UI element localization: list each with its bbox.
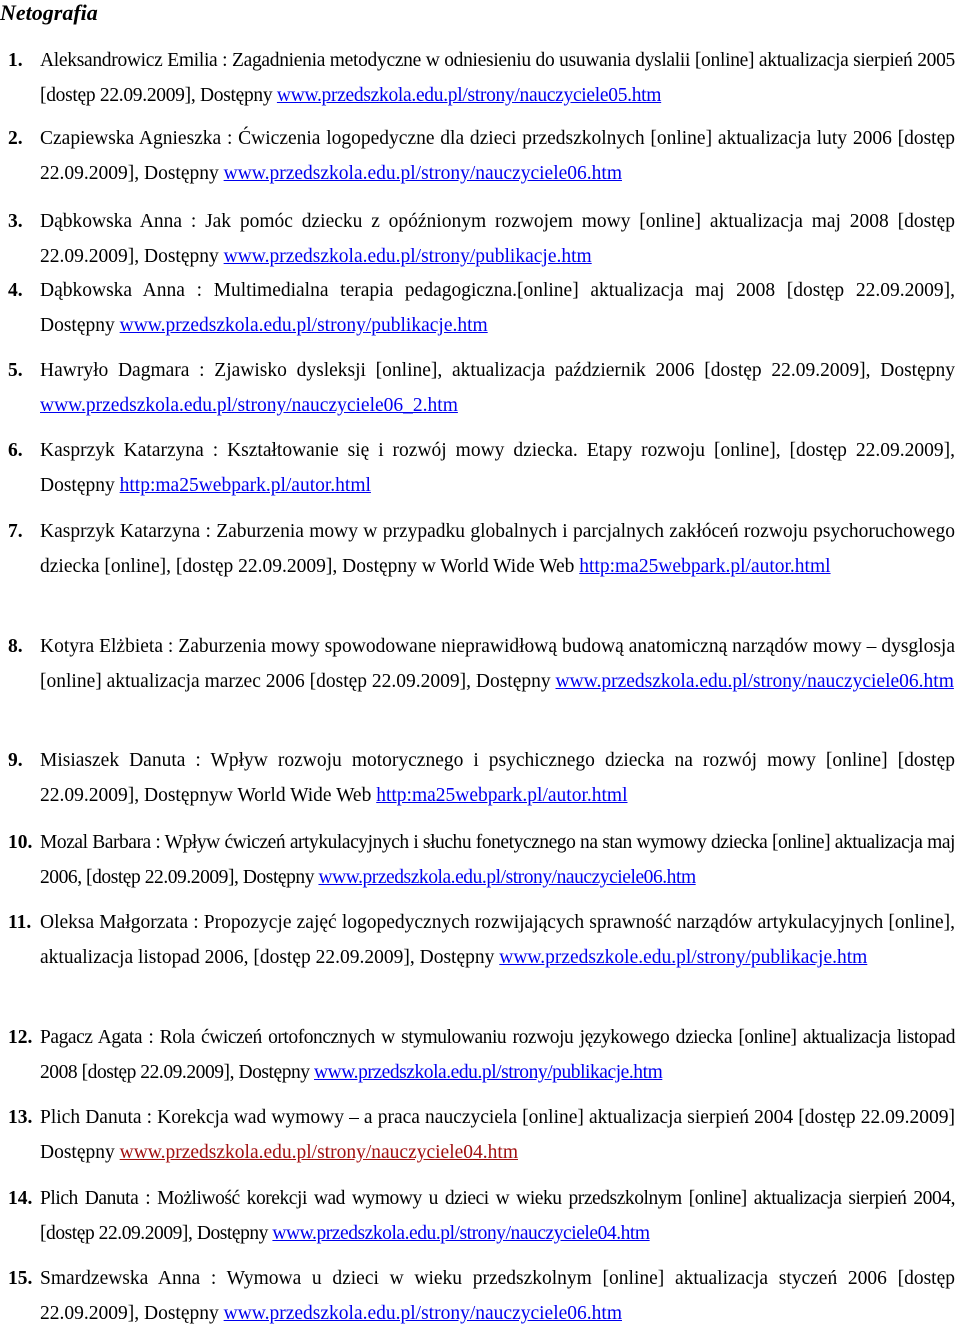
item-number: 2.	[8, 128, 23, 149]
item-text: Dąbkowska Anna : Multimedialna terapia pedagogiczna.[online] aktualizacja maj 2008 [dostęp 22.09.2009], Dostępny www.przedszkola.edu.pl/strony/publikacje.htm	[40, 280, 955, 336]
item-link[interactable]: www.przedszkola.edu.pl/strony/nauczyciele06_2.htm	[40, 395, 458, 416]
item-number: 12.	[8, 1027, 33, 1048]
item-number: 6.	[8, 440, 23, 461]
item-text: Kasprzyk Katarzyna : Zaburzenia mowy w przypadku globalnych i parcjalnych zakłóceń rozwoju psychoruchowego dziecka [online], [dostęp 22.09.2009], Dostępny w World Wide Web http:ma25webpark.pl/autor.html	[40, 521, 955, 577]
item-text: Dąbkowska Anna : Jak pomóc dziecku z opóźnionym rozwojem mowy [online] aktualizacja maj 2008 [dostęp 22.09.2009], Dostępny www.przedszkola.edu.pl/strony/publikacje.htm	[40, 211, 955, 267]
item-link[interactable]: www.przedszkola.edu.pl/strony/nauczyciele04.htm	[119, 1142, 518, 1163]
item-text: Aleksandrowicz Emilia : Zagadnienia metodyczne w odniesieniu do usuwania dyslalii [online] aktualizacja sierpień 2005 [dostęp 22.09.2009], Dostępny www.przedszkola.edu.pl/strony/nauczyciele05.htm	[40, 50, 955, 106]
item-link[interactable]: www.przedszkola.edu.pl/strony/publikacje.htm	[223, 246, 592, 267]
item-text: Kasprzyk Katarzyna : Kształtowanie się i rozwój mowy dziecka. Etapy rozwoju [online], [dostęp 22.09.2009], Dostępny http:ma25webpark.pl/autor.html	[40, 440, 955, 496]
item-text: Kotyra Elżbieta : Zaburzenia mowy spowodowane nieprawidłową budową anatomiczną narządów mowy – dysglosja [online] aktualizacja marzec 2006 [dostęp 22.09.2009], Dostępny www.przedszkola.edu.pl/strony/nauczyciele06.htm	[40, 636, 955, 692]
item-link[interactable]: www.przedszkola.edu.pl/strony/nauczyciele06.htm	[223, 1303, 622, 1324]
item-text: Mozal Barbara : Wpływ ćwiczeń artykulacyjnych i słuchu fonetycznego na stan wymowy dziecka [online] aktualizacja maj 2006, [dostęp 22.09.2009], Dostępny www.przedszkola.edu.pl/strony/nauczyciele06.htm	[40, 832, 955, 888]
item-number: 3.	[8, 211, 23, 232]
item-text: Hawryło Dagmara : Zjawisko dysleksji [online], aktualizacja październik 2006 [dostęp 22.09.2009], Dostępny www.przedszkola.edu.pl/strony/nauczyciele06_2.htm	[40, 360, 955, 416]
item-number: 13.	[8, 1107, 33, 1128]
item-text: Czapiewska Agnieszka : Ćwiczenia logopedyczne dla dzieci przedszkolnych [online] aktualizacja luty 2006 [dostęp 22.09.2009], Dostępny www.przedszkola.edu.pl/strony/nauczyciele06.htm	[40, 128, 955, 184]
item-number: 14.	[8, 1188, 33, 1209]
item-text: Plich Danuta : Możliwość korekcji wad wymowy u dzieci w wieku przedszkolnym [online] aktualizacja sierpień 2004, [dostęp 22.09.2009], Dostępny www.przedszkola.edu.pl/strony/nauczyciele04.htm	[40, 1188, 955, 1244]
item-link[interactable]: www.przedszkola.edu.pl/strony/nauczyciele06.htm	[318, 867, 696, 888]
item-link[interactable]: www.przedszkola.edu.pl/strony/nauczyciele06.htm	[223, 163, 622, 184]
item-number: 8.	[8, 636, 23, 657]
item-number: 5.	[8, 360, 23, 381]
item-number: 4.	[8, 280, 23, 301]
item-link[interactable]: http:ma25webpark.pl/autor.html	[376, 785, 628, 806]
item-link[interactable]: www.przedszkola.edu.pl/strony/nauczyciele05.htm	[276, 85, 662, 106]
item-number: 11.	[8, 912, 32, 933]
item-text: Smardzewska Anna : Wymowa u dzieci w wieku przedszkolnym [online] aktualizacja styczeń 2006 [dostęp 22.09.2009], Dostępny www.przedszkola.edu.pl/strony/nauczyciele06.htm	[40, 1268, 955, 1324]
item-link[interactable]: http:ma25webpark.pl/autor.html	[579, 556, 831, 577]
item-number: 15.	[8, 1268, 33, 1289]
item-number: 10.	[8, 832, 33, 853]
item-text: Oleksa Małgorzata : Propozycje zajęć logopedycznych rozwijających sprawność narządów artykulacyjnych [online], aktualizacja listopad 2006, [dostęp 22.09.2009], Dostępny www.przedszkole.edu.pl/strony/publikacje.htm	[40, 912, 955, 968]
item-link[interactable]: www.przedszkole.edu.pl/strony/publikacje.htm	[499, 947, 868, 968]
item-link[interactable]: www.przedszkola.edu.pl/strony/nauczyciele04.htm	[272, 1223, 650, 1244]
page-title: Netografia	[0, 0, 98, 25]
item-number: 1.	[8, 50, 23, 71]
item-link[interactable]: www.przedszkola.edu.pl/strony/nauczyciele06.htm	[555, 671, 954, 692]
item-link[interactable]: www.przedszkola.edu.pl/strony/publikacje.htm	[314, 1062, 663, 1083]
item-number: 7.	[8, 521, 23, 542]
item-text: Plich Danuta : Korekcja wad wymowy – a praca nauczyciela [online] aktualizacja sierpień 2004 [dostęp 22.09.2009] Dostępny www.przedszkola.edu.pl/strony/nauczyciele04.htm	[40, 1107, 955, 1163]
item-link[interactable]: http:ma25webpark.pl/autor.html	[119, 475, 371, 496]
item-text: Misiaszek Danuta : Wpływ rozwoju motorycznego i psychicznego dziecka na rozwój mowy [online] [dostęp 22.09.2009], Dostępnyw World Wide Web http:ma25webpark.pl/autor.html	[40, 750, 955, 806]
item-number: 9.	[8, 750, 23, 771]
item-text: Pagacz Agata : Rola ćwiczeń ortofoncznych w stymulowaniu rozwoju językowego dziecka [online] aktualizacja listopad 2008 [dostęp 22.09.2009], Dostępny www.przedszkola.edu.pl/strony/publikacje.htm	[40, 1027, 955, 1083]
item-link[interactable]: www.przedszkola.edu.pl/strony/publikacje.htm	[119, 315, 488, 336]
